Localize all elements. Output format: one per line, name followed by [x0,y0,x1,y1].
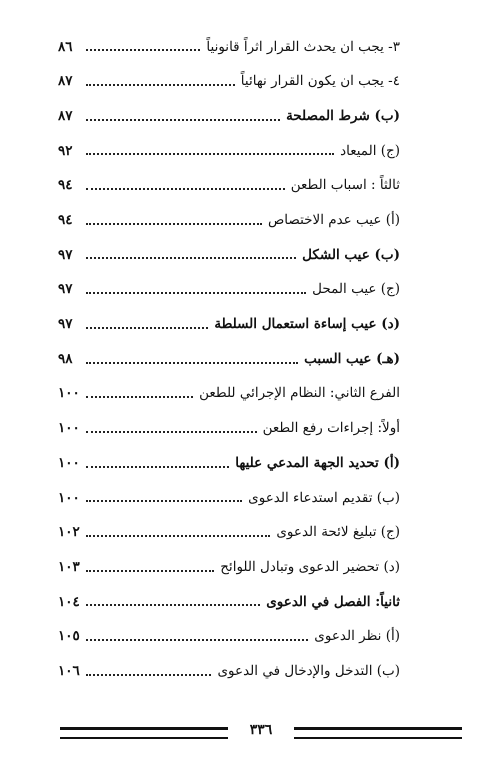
dot-leader [86,257,296,259]
toc-entry-title: (ج) تبليغ لائحة الدعوى [276,524,400,541]
footer-rule-right [294,727,462,739]
dot-leader [86,119,280,121]
toc-entry [58,238,400,273]
toc-entry-page: ١٠٠ [58,454,80,471]
table-of-contents [58,30,400,689]
toc-entry [58,169,400,204]
toc-entry-page: ٩٢ [58,142,73,159]
toc-entry-page: ١٠٠ [58,385,80,402]
toc-entry-title: (هـ) عيب السبب [304,350,400,367]
toc-entry-page: ١٠٤ [58,593,80,610]
toc-entry [58,412,400,447]
toc-entry-page: ١٠٠ [58,420,80,437]
page-footer [60,724,462,738]
dot-leader [86,49,200,51]
dot-leader [86,188,285,190]
toc-entry-title: (ب) تقديم استدعاء الدعوى [248,489,400,506]
toc-entry [58,481,400,516]
toc-entry-title: (ج) الميعاد [340,142,400,159]
toc-entry-page: ٩٧ [58,246,73,263]
toc-entry-title: ٤- يجب ان يكون القرار نهائياً [240,73,400,90]
toc-entry [58,308,400,343]
dot-leader [86,674,211,676]
toc-entry-title: أولاً: إجراءات رفع الطعن [262,420,400,437]
toc-entry-title: (ب) شرط المصلحة [286,107,400,124]
toc-entry-page: ٩٨ [58,350,73,367]
toc-entry-page: ٩٧ [58,281,73,298]
toc-entry-page: ١٠٥ [58,628,80,645]
dot-leader [86,604,260,606]
toc-entry [58,620,400,655]
toc-entry-page: ٩٧ [58,316,73,333]
toc-entry-title: (أ) نظر الدعوى [314,628,400,645]
toc-entry-page: ٨٧ [58,73,73,90]
toc-entry [58,65,400,100]
dot-leader [86,396,193,398]
toc-entry [58,342,400,377]
toc-entry-page: ١٠٣ [58,558,80,575]
toc-entry [58,203,400,238]
toc-entry-page: ٨٦ [58,38,73,55]
dot-leader [86,431,257,433]
dot-leader [86,639,308,641]
toc-entry-page: ١٠٠ [58,489,80,506]
dot-leader [86,362,298,364]
toc-entry-page: ١٠٢ [58,524,80,541]
toc-entry-page: ٨٧ [58,107,73,124]
toc-entry [58,134,400,169]
toc-entry-title: (أ) عيب عدم الاختصاص [267,212,400,229]
dot-leader [86,292,306,294]
dot-leader [86,570,214,572]
toc-entry [58,273,400,308]
dot-leader [86,84,235,86]
toc-entry [58,516,400,551]
toc-entry-page: ٩٤ [58,177,73,194]
toc-entry-page: ١٠٦ [58,662,80,679]
toc-entry [58,654,400,689]
toc-entry-title: (ب) التدخل والإدخال في الدعوى [217,662,400,679]
dot-leader [86,500,242,502]
toc-entry-title: (ج) عيب المحل [312,281,400,298]
toc-entry [58,30,400,65]
toc-entry [58,446,400,481]
toc-entry-page: ٩٤ [58,212,73,229]
dot-leader [86,327,208,329]
toc-entry-title: ثانياً: الفصل في الدعوى [266,593,400,610]
dot-leader [86,223,262,225]
dot-leader [86,466,229,468]
dot-leader [86,535,270,537]
toc-entry-title: (د) عيب إساءة استعمال السلطة [214,316,400,333]
toc-entry [58,585,400,620]
dot-leader [86,153,334,155]
toc-entry-title: (ب) عيب الشكل [302,246,400,263]
toc-entry-title: الفرع الثاني: النظام الإجرائي للطعن [199,385,400,402]
footer-rule-left [60,727,228,739]
toc-entry-title: ٣- يجب ان يحدث القرار اثراً قانونياً [206,38,400,55]
toc-entry-title: ثالثاً : اسباب الطعن [290,177,400,194]
toc-entry [58,550,400,585]
toc-entry [58,99,400,134]
toc-entry [58,377,400,412]
toc-entry-title: (أ) تحديد الجهة المدعي عليها [235,454,400,471]
page-number: ٣٣٦ [249,722,273,738]
toc-entry-title: (د) تحضير الدعوى وتبادل اللوائح [220,558,400,575]
